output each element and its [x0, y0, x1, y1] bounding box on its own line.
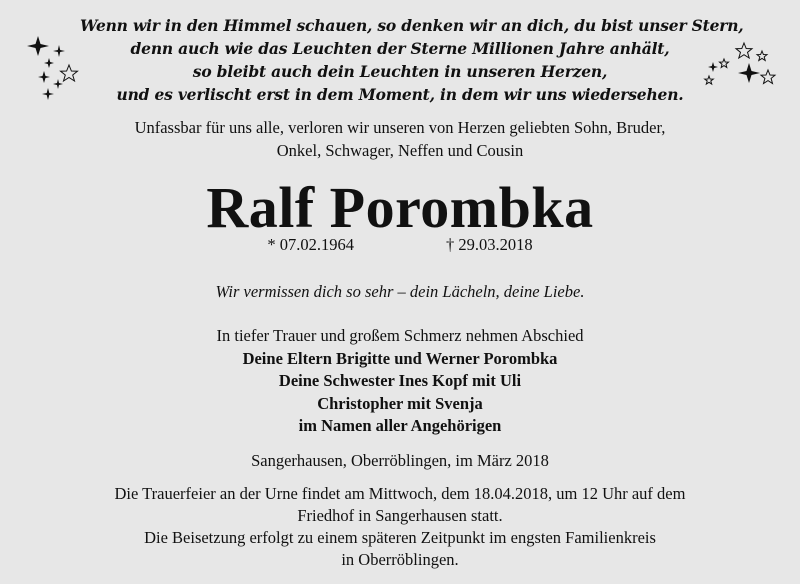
- mourner-line: Deine Eltern Brigitte und Werner Porombka: [242, 348, 558, 368]
- funeral-info: [20, 483, 780, 571]
- star-outline-icon: [736, 43, 752, 58]
- funeral-line: in Oberröblingen.: [341, 550, 459, 569]
- intro-line: Onkel, Schwager, Neffen und Cousin: [276, 141, 524, 160]
- poem-line: und es verlischt erst in dem Moment, in dem wir uns wiedersehen.: [116, 85, 684, 104]
- star-icon: [738, 63, 760, 83]
- intro-line: Unfassbar für uns alle, verloren wir unseren von Herzen geliebten Sohn, Bruder,: [134, 118, 666, 137]
- funeral-line: Die Trauerfeier an der Urne findet am Mittwoch, dem 18.04.2018, um 12 Uhr auf dem: [114, 484, 686, 503]
- funeral-line: Die Beisetzung erfolgt zu einem späteren Zeitpunkt im engsten Familienkreis: [144, 528, 656, 547]
- star-outline-icon: [761, 70, 775, 84]
- star-outline-icon: [757, 51, 767, 61]
- star-icon: [53, 45, 65, 57]
- star-icon: [44, 58, 54, 68]
- star-outline-icon: [61, 65, 78, 81]
- mourners-intro: In tiefer Trauer und großem Schmerz nehmen Abschied: [216, 326, 584, 345]
- poem-line: so bleibt auch dein Leuchten in unseren Herzen,: [192, 62, 608, 81]
- poem: [80, 14, 744, 106]
- deceased-name: Ralf Porombka: [206, 175, 594, 240]
- star-icon: [53, 79, 63, 89]
- motto: Wir vermissen dich so sehr – dein Lächeln, deine Liebe.: [215, 282, 585, 301]
- life-dates: [0, 234, 800, 256]
- mourners: [0, 325, 800, 438]
- place-date: Sangerhausen, Oberröblingen, im März 2018: [251, 451, 549, 470]
- star-icon: [27, 36, 49, 56]
- mourner-line: Christopher mit Svenja: [317, 393, 483, 413]
- star-icon: [42, 88, 54, 100]
- poem-line: Wenn wir in den Himmel schauen, so denken wir an dich, du bist unser Stern,: [80, 16, 744, 35]
- mourner-line: Deine Schwester Ines Kopf mit Uli: [278, 371, 522, 390]
- poem-line: denn auch wie das Leuchten der Sterne Millionen Jahre anhält,: [130, 39, 670, 58]
- star-outline-icon: [720, 59, 729, 68]
- death-date: † 29.03.2018: [446, 235, 533, 254]
- funeral-line: Friedhof in Sangerhausen statt.: [297, 506, 503, 525]
- intro-text: [30, 116, 770, 162]
- stars-cluster-icon: [22, 34, 86, 104]
- mourner-line: im Namen aller Angehörigen: [298, 416, 502, 435]
- star-icon: [38, 71, 50, 83]
- birth-date: * 07.02.1964: [267, 235, 354, 254]
